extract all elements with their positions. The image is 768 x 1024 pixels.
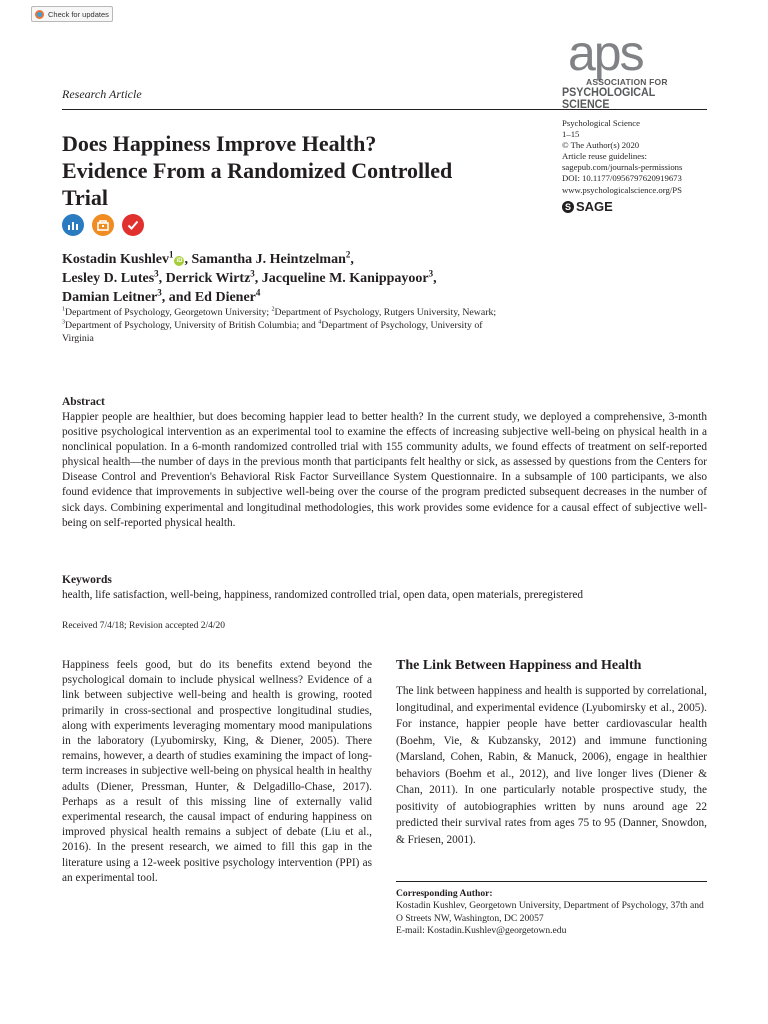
keywords-heading: Keywords xyxy=(62,574,112,586)
open-data-icon[interactable] xyxy=(62,214,84,236)
section-paragraph: The link between happiness and health is supported by correlational, longitudinal, and experimental evidence (Lyubomirsky et al., 2005). For instance, happier people have better cardiovascular health (Boehm, Vie, & Kubzansky, 2012) and immune functioning (Marsland, Cohen, Rabin, & Manuck, 2006), engage in healthier behaviors (Boehm et al., 2012), and live longer lives (Diener & Chan, 2011). In one particularly notable prospective study, the positivity of autobiographies written by nuns around age 22 predicted their survival rates from ages 75 to 95 (Danner, Snowdon, & Friesen, 2001). xyxy=(396,685,707,846)
affiliations: $^1$Department of Psychology, Georgetown University; $^2$Department of Psychology, Rutgers University, Newark; $^3$Department of Psychology, University of British Columbia; and $^4$Department of Psychology, University of Virginia xyxy=(62,306,497,344)
body-intro-paragraph: Happiness feels good, but do its benefits extend beyond the psychological domain to include physical wellness? Evidence of a link between subjective well-being and health is growing, rooted primarily in cross-sectional and prospective longitudinal studies, along with experiments leveraging momentary mood manipulations in the laboratory (Lyubomirsky, King, & Diener, 2005). There remains, however, a dearth of studies examining the impact of long-term increases in subjective well-being on physical health in healthy adults (Diener, Pressman, Hunter, & Delgadillo-Chase, 2017). Perhaps as a result of this missing line of externally valid experimental research, the causal impact of enduring happiness on improved physical health remains a subject of debate (Liu et al., 2016). In the present research, we aimed to fill this gap in the literature using a 12-week positive psychology intervention (PPI) as an experimental tool. xyxy=(62,659,372,884)
author-name: Kostadin Kushlev xyxy=(62,252,169,267)
reuse-link[interactable]: sagepub.com/journals-permissions xyxy=(562,162,683,173)
affiliation-marker: 3 xyxy=(154,268,159,279)
orcid-icon[interactable]: iD xyxy=(176,258,183,264)
author-name: , and Ed Diener xyxy=(161,290,256,305)
keywords-text: health, life satisfaction, well-being, happiness, randomized controlled trial, open data, open materials, preregistered xyxy=(62,589,584,601)
aps-logo xyxy=(560,25,680,111)
corresponding-rule xyxy=(396,881,707,882)
journal-name: Psychological Science xyxy=(562,118,640,128)
crossmark-icon xyxy=(35,10,44,19)
header-rule xyxy=(62,109,707,110)
corresponding-email[interactable]: E-mail: Kostadin.Kushlev@georgetown.edu xyxy=(396,925,567,937)
aps-logo-letters: aps xyxy=(568,25,643,81)
author-name: , Jacqueline M. Kanippayoor xyxy=(254,271,429,286)
corresponding-author xyxy=(396,888,711,938)
received-date: Received 7/4/18; Revision accepted 2/4/20 xyxy=(62,621,226,631)
author-name: Lesley D. Lutes xyxy=(62,271,155,286)
copyright: © The Author(s) 2020 xyxy=(562,140,640,151)
affiliation-marker: 3 xyxy=(157,287,162,298)
journal-info xyxy=(562,118,682,196)
corresponding-heading: Corresponding Author: xyxy=(396,888,493,899)
sage-logo xyxy=(562,199,613,214)
sage-s-icon: S xyxy=(562,201,574,213)
article-title: Does Happiness Improve Health? Evidence From a Randomized Controlled Trial xyxy=(62,131,453,210)
open-science-badges xyxy=(62,214,144,236)
check-for-updates-button[interactable] xyxy=(31,6,113,22)
article-type: Research Article xyxy=(62,87,142,101)
reuse-label: Article reuse guidelines: xyxy=(562,151,647,162)
author-list: Kostadin Kushlev$^1$iD , Samantha J. Heintzelman$^2$, Lesley D. Lutes$^3$, Derrick Wirtz$^3$, Jacqueline M. Kanippayoor$^3$, Damian Leitner$^3$, and Ed Diener$^4$ xyxy=(62,249,437,305)
journal-website[interactable]: www.psychologicalscience.org/PS xyxy=(562,184,682,195)
affiliation-marker: 1 xyxy=(168,249,174,260)
aps-logo-line2: PSYCHOLOGICAL SCIENCE xyxy=(562,87,656,111)
author-name: Damian Leitner xyxy=(62,290,158,305)
sage-logo-text: SAGE xyxy=(576,199,613,214)
preregistered-icon[interactable] xyxy=(122,214,144,236)
corresponding-address: Kostadin Kushlev, Georgetown University, Department of Psychology, 37th and O Streets NW, Washington, DC 20057 xyxy=(396,900,704,924)
affiliation-marker: 3 xyxy=(250,268,255,279)
check-for-updates-label: Check for updates xyxy=(48,9,109,19)
page-range: 1–15 xyxy=(562,129,580,140)
affiliation-marker: 3 xyxy=(428,268,434,279)
affiliation-marker: 2 xyxy=(345,249,351,260)
section-heading: The Link Between Happiness and Health xyxy=(396,658,642,673)
aps-logo-line1: ASSOCIATION FOR xyxy=(586,77,668,87)
abstract-text: Happier people are healthier, but does becoming happier lead to better health? In the current study, we deployed a comprehensive, 3-month positive psychological intervention as an experimental tool to examine the effects of increasing subjective well-being on physical health in a nonclinical population. In a 6-month randomized controlled trial with 155 community adults, we found effects of treatment on self-reported physical health—the number of days in the previous month that participants felt healthy or sick, as assessed by questions from the Centers for Disease Control and Prevention's Behavioral Risk Factor Surveillance System Questionnaire. In a subsample of 100 participants, we also found evidence that improvements in subjective well-being over the course of the program predicted subsequent decreases in the number of sick days. Combining experimental and longitudinal methodologies, this work provides some evidence for a causal effect of subjective well-being on self-reported physical health. xyxy=(62,411,707,529)
author-name: , Derrick Wirtz xyxy=(158,271,251,286)
open-materials-icon[interactable] xyxy=(92,214,114,236)
doi[interactable]: DOI: 10.1177/0956797620919673 xyxy=(562,173,682,184)
abstract-heading: Abstract xyxy=(62,396,105,408)
affiliation-marker: 4 xyxy=(255,287,261,298)
author-name: , Samantha J. Heintzelman xyxy=(184,252,346,267)
